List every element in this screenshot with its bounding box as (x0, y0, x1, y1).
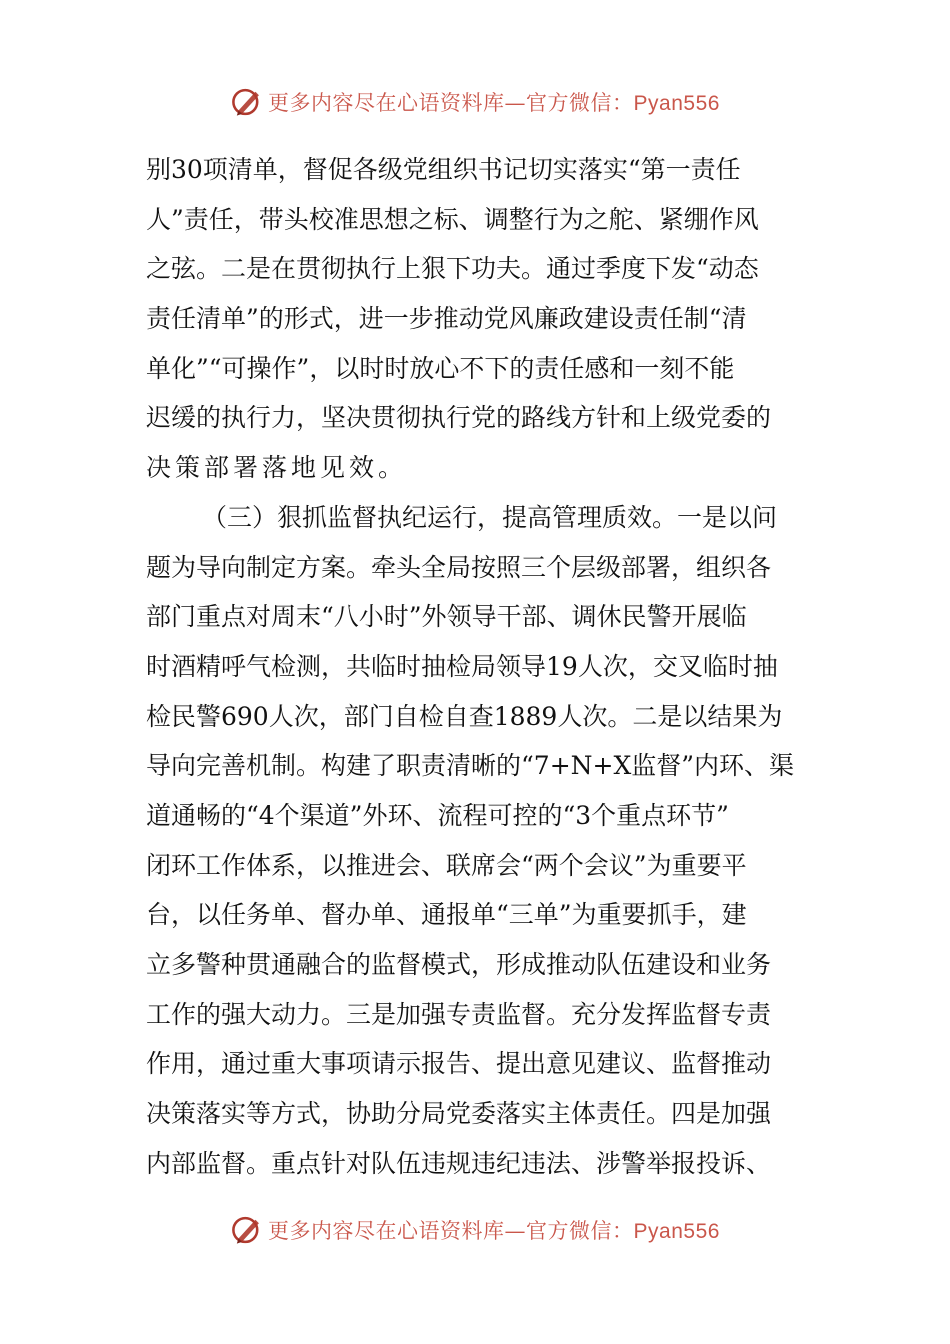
text-line-1: 别30项清单，督促各级党组织书记切实落实“第一责任 (146, 155, 741, 184)
text-line-2: 人”责任，带头校准思想之标、调整行为之舵、紧绷作风 (146, 204, 759, 234)
text-line-16: 台，以任务单、督办单、通报单“三单”为重要抓手，建 (146, 900, 747, 930)
text-line-3: 之弦。二是在贯彻执行上狠下功夫。通过季度下发“动态 (146, 254, 759, 284)
text-line-11: 时酒精呼气检测，共临时抽检局领导19人次，交叉临时抽 (146, 651, 778, 681)
text-line-17: 立多警种贯通融合的监督模式，形成推动队伍建设和业务 (146, 950, 772, 979)
pen-logo-icon (230, 1213, 264, 1247)
text-line-10: 部门重点对周末“八小时”外领导干部、调休民警开展临 (146, 602, 747, 632)
text-line-12: 检民警690人次，部门自检自查1889人次。二是以结果为 (146, 701, 783, 731)
text-line-13: 导向完善机制。构建了职责清晰的“7+N+X监督”内环、渠 (146, 751, 795, 781)
text-line-20: 决策落实等方式，协助分局党委落实主体责任。四是加强 (146, 1099, 772, 1129)
text-line-18: 工作的强大动力。三是加强专责监督。充分发挥监督专责 (146, 999, 772, 1029)
section-heading-line: （三）狠抓监督执纪运行，提高管理质效。一是以问 (202, 502, 778, 532)
watermark-wechat-id: Pyan556 (633, 92, 720, 115)
pen-logo-icon (230, 85, 264, 119)
watermark-text: 更多内容尽在心语资料库—官方微信：Pyan556 (268, 1219, 720, 1243)
watermark-text: 更多内容尽在心语资料库—官方微信：Pyan556 (268, 91, 720, 115)
text-line-15: 闭环工作体系，以推进会、联席会“两个会议”为重要平 (146, 850, 747, 880)
text-line-9: 题为导向制定方案。牵头全局按照三个层级部署，组织各 (146, 552, 772, 582)
document-body (146, 145, 806, 1188)
watermark-wechat-id: Pyan556 (633, 1220, 720, 1243)
header-watermark (0, 82, 950, 122)
text-line-5: 单化”“可操作”，以时时放心不下的责任感和一刻不能 (146, 353, 735, 383)
text-line-6: 迟缓的执行力，坚决贯彻执行党的路线方针和上级党委的 (146, 403, 772, 433)
text-line-19: 作用，通过重大事项请示报告、提出意见建议、监督推动 (146, 1049, 772, 1079)
text-line-4: 责任清单”的形式，进一步推动党风廉政建设责任制“清 (146, 304, 747, 334)
footer-watermark (0, 1210, 950, 1250)
text-line-7: 决策部署落地见效。 (146, 453, 408, 483)
text-line-14: 道通畅的“4个渠道”外环、流程可控的“3个重点环节” (146, 800, 729, 830)
text-line-21: 内部监督。重点针对队伍违规违纪违法、涉警举报投诉、 (146, 1148, 772, 1178)
